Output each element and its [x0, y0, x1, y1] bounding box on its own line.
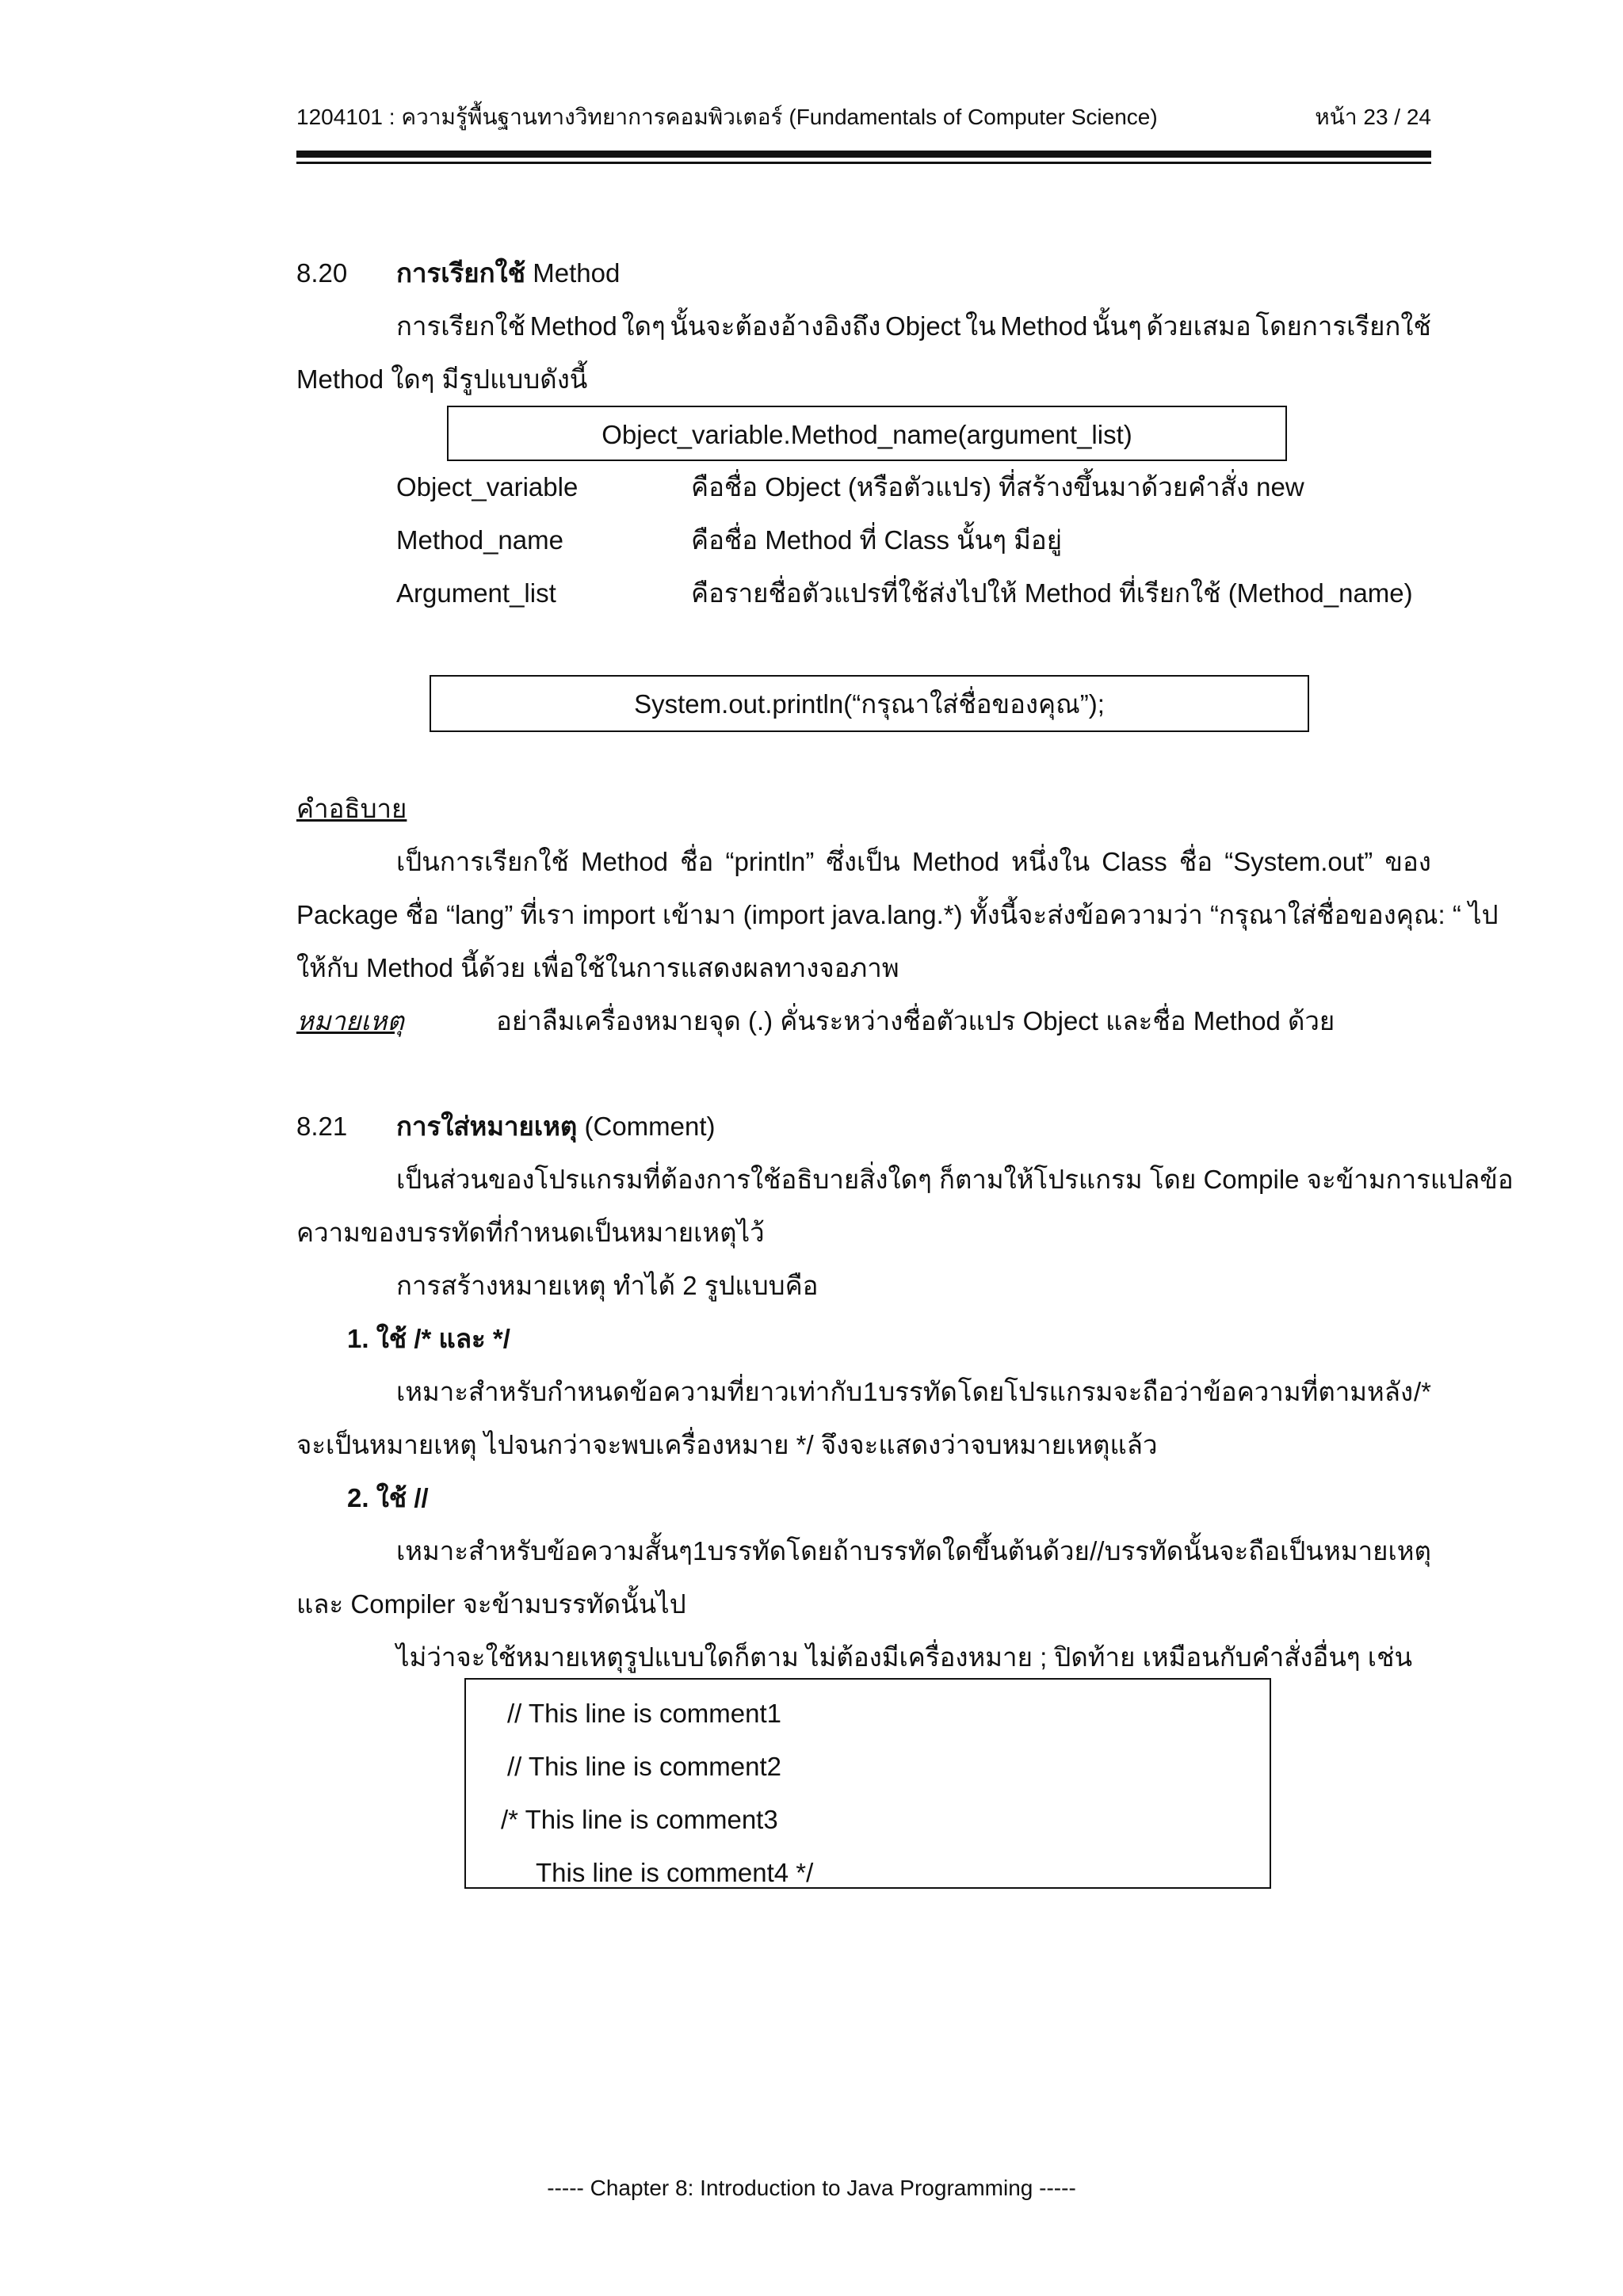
word: นั้นจะต้องอ้างอิงถึง [670, 311, 881, 341]
page-footer: ----- Chapter 8: Introduction to Java Programming ----- [547, 2176, 1076, 2200]
paragraph-line [396, 1379, 1431, 1405]
header-rule-thin [296, 162, 1431, 164]
section-title-8-20 [396, 260, 620, 286]
word: โดยโปรแกรมจะถือว่าข้อความที่ตามหลัง [957, 1377, 1414, 1406]
word: Object [884, 311, 961, 341]
word: เหมาะสำหรับข้อความสั้นๆ [396, 1536, 693, 1566]
comment-code-box [464, 1678, 1271, 1889]
page-number: หน้า 23 / 24 [1315, 105, 1431, 129]
word: Method [911, 847, 999, 876]
word: // [1090, 1536, 1105, 1566]
word: โดยถ้าบรรทัดใดขึ้นต้นด้วย [786, 1536, 1090, 1566]
word: ของ [1384, 847, 1431, 876]
word: ชื่อ [1178, 847, 1213, 876]
paragraph-line: และ Compiler จะข้ามบรรทัดนั้นไป [296, 1589, 686, 1619]
paragraph-line [396, 1538, 1431, 1564]
header-rule-thick [296, 151, 1431, 158]
syntax-text: Object_variable.Method_name(argument_list) [601, 420, 1132, 449]
note-text: อย่าลืมเครื่องหมายจุด (.) คั่นระหว่างชื่อตัวแปร Object และชื่อ Method ด้วย [496, 1006, 1335, 1035]
word: ด้วยเสมอ [1146, 311, 1251, 341]
word: หนึ่งใน [1011, 847, 1090, 876]
word: “println” [725, 847, 815, 876]
word: ใน [964, 311, 996, 341]
section-title-rest: Method [525, 258, 621, 288]
paragraph-line: เป็นส่วนของโปรแกรมที่ต้องการใช้อธิบายสิ่งใดๆ ก็ตามให้โปรแกรม โดย Compile จะข้ามการแปลข้อ [396, 1165, 1514, 1194]
code-line: // This line is comment2 [507, 1752, 782, 1781]
paragraph-line: ความของบรรทัดที่กำหนดเป็นหมายเหตุไว้ [296, 1218, 765, 1247]
page-header-course: 1204101 : ความรู้พื้นฐานทางวิทยาการคอมพิวเตอร์ (Fundamentals of Computer Science) [296, 105, 1158, 129]
note-label: หมายเหตุ [296, 1006, 404, 1035]
word: ใดๆ [621, 311, 666, 341]
definition-desc: คือรายชื่อตัวแปรที่ใช้ส่งไปให้ Method ที่เรียกใช้ (Method_name) [691, 578, 1413, 608]
word: เป็นการเรียกใช้ [396, 847, 569, 876]
code-line: // This line is comment1 [507, 1699, 782, 1728]
paragraph-line [396, 313, 1431, 339]
code-line: /* This line is comment3 [501, 1805, 778, 1834]
example-code-box [430, 675, 1309, 732]
definition-term: Argument_list [396, 578, 556, 608]
word: บรรทัดนั้นจะถือเป็น [1104, 1536, 1323, 1566]
section-number-8-20: 8.20 [296, 258, 348, 288]
section-title-8-21 [396, 1113, 716, 1139]
definition-term: Object_variable [396, 472, 579, 502]
list-item-title: 1. ใช้ /* และ */ [347, 1324, 510, 1353]
section-title-rest: (Comment) [577, 1112, 716, 1141]
section-number-8-21: 8.21 [296, 1112, 348, 1141]
word: 1 [863, 1377, 878, 1406]
word: บรรทัด [878, 1377, 957, 1406]
paragraph-line [396, 849, 1431, 875]
word: “System.out” [1224, 847, 1373, 876]
syntax-box [447, 406, 1287, 461]
definition-desc: คือชื่อ Method ที่ Class นั้นๆ มีอยู่ [691, 525, 1063, 555]
code-line: This line is comment4 */ [536, 1858, 814, 1887]
section-title-bold: การเรียกใช้ [396, 258, 526, 288]
word: Method [529, 311, 617, 341]
word: หมายเหตุ [1323, 1536, 1431, 1566]
definition-term: Method_name [396, 525, 563, 555]
word: การเรียกใช้ [396, 311, 526, 341]
paragraph-line: ให้กับ Method นี้ด้วย เพื่อใช้ในการแสดงผลทางจอภาพ [296, 953, 899, 982]
word: Class [1102, 847, 1167, 876]
word: Method [1000, 311, 1088, 341]
definition-desc: คือชื่อ Object (หรือตัวแปร) ที่สร้างขึ้นมาด้วยคำสั่ง new [691, 472, 1304, 502]
example-code-text: System.out.println(“กรุณาใส่ชื่อของคุณ”); [634, 689, 1105, 719]
word: โดยการเรียกใช้ [1255, 311, 1431, 341]
word: ชื่อ [680, 847, 714, 876]
paragraph-line: Package ชื่อ “lang” ที่เรา import เข้ามา (import java.lang.*) ทั้งนี้จะส่งข้อความว่า “กรุณาใส่ชื่อของคุณ: “ ไป [296, 900, 1499, 929]
list-item-title: 2. ใช้ // [347, 1483, 429, 1512]
word: /* [1413, 1377, 1431, 1406]
section-title-bold: การใส่หมายเหตุ [396, 1112, 578, 1141]
word: เหมาะสำหรับกำหนดข้อความที่ยาวเท่ากับ [396, 1377, 863, 1406]
word: นั้นๆ [1091, 311, 1142, 341]
paragraph-line: Method ใดๆ มีรูปแบบดังนี้ [296, 364, 588, 394]
word: บรรทัด [707, 1536, 787, 1566]
paragraph-line: จะเป็นหมายเหตุ ไปจนกว่าจะพบเครื่องหมาย */ จึงจะแสดงว่าจบหมายเหตุแล้ว [296, 1430, 1158, 1459]
paragraph-line: ไม่ว่าจะใช้หมายเหตุรูปแบบใดก็ตาม ไม่ต้องมีเครื่องหมาย ; ปิดท้าย เหมือนกับคำสั่งอื่นๆ เช่น [396, 1642, 1413, 1672]
explain-heading: คำอธิบาย [296, 794, 407, 823]
word: 1 [693, 1536, 708, 1566]
word: Method [580, 847, 669, 876]
paragraph-line: การสร้างหมายเหตุ ทำได้ 2 รูปแบบคือ [396, 1271, 819, 1300]
word: ซึ่งเป็น [826, 847, 900, 876]
